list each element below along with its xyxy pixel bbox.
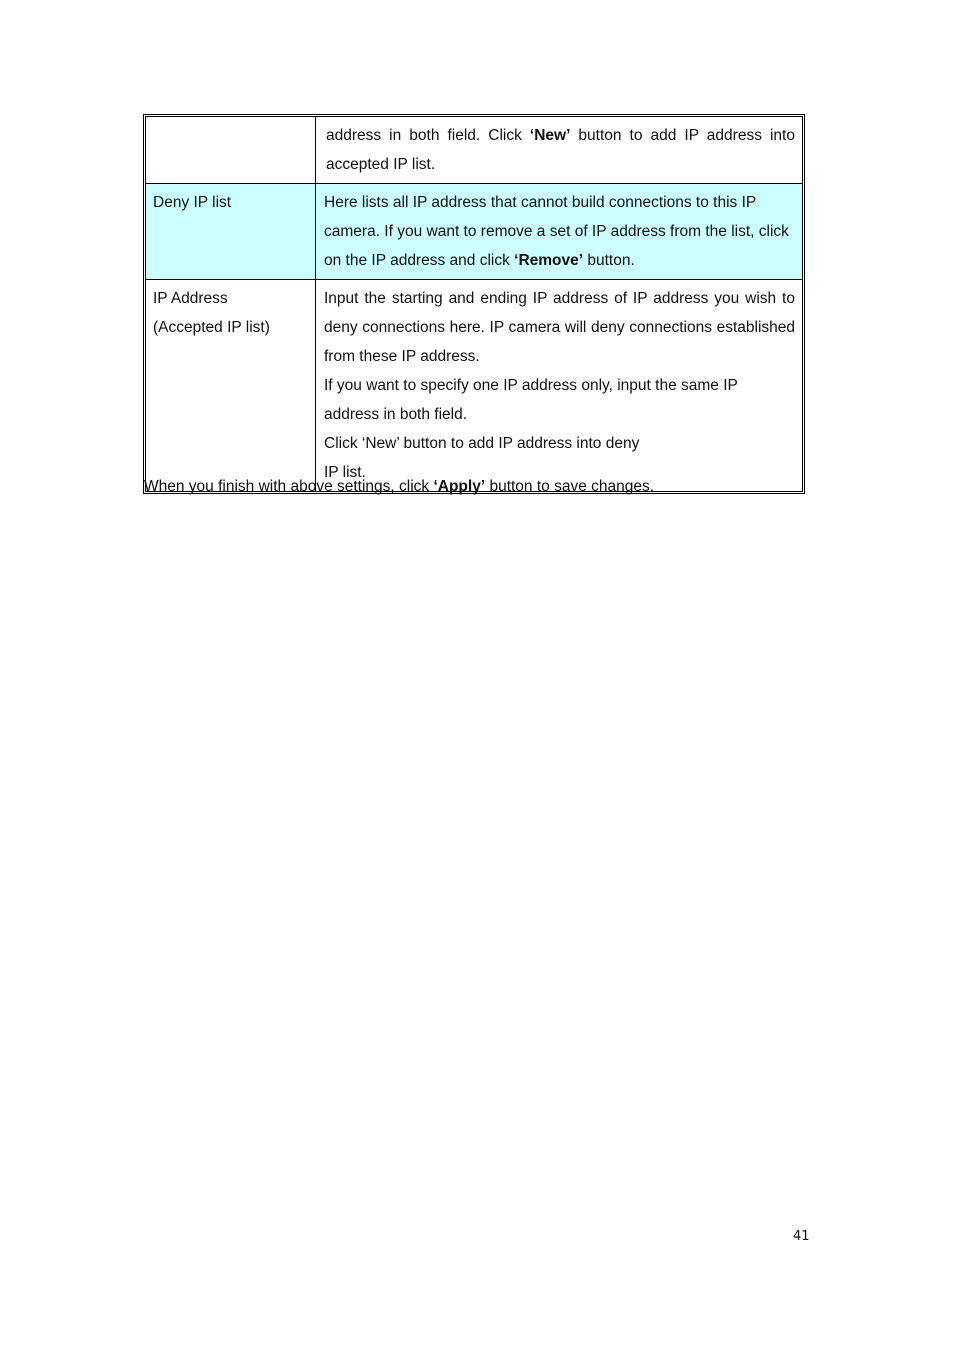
page-number: 41 bbox=[793, 1229, 810, 1244]
table-row bbox=[146, 117, 802, 183]
footer-note: When you finish with above settings, click ‘Apply’ button to save changes. bbox=[144, 478, 655, 495]
row-description bbox=[316, 184, 802, 279]
settings-table bbox=[143, 114, 805, 494]
table-row-deny-ip-list bbox=[146, 183, 802, 279]
row-label-line2: (Accepted IP list) bbox=[153, 319, 270, 336]
description-paragraph-2: If you want to specify one IP address only, input the same IP address in both field. bbox=[324, 377, 738, 423]
description-paragraph-3b: IP list. bbox=[324, 464, 366, 481]
row-label bbox=[146, 280, 316, 491]
description-paragraph-3a: Click ‘New’ button to add IP address into deny bbox=[324, 435, 640, 452]
row-description bbox=[316, 117, 802, 183]
row-label bbox=[146, 184, 316, 279]
table-row-ip-address bbox=[146, 279, 802, 491]
row-description-text: address in both field. Click ‘New’ button to add IP address into accepted IP list. bbox=[326, 127, 795, 173]
row-label-text: Deny IP list bbox=[153, 194, 232, 211]
description-paragraph-1: Input the starting and ending IP address of IP address you wish to deny connections here. IP camera will deny connections established from these IP address. bbox=[324, 290, 795, 365]
row-label bbox=[146, 117, 316, 183]
row-description bbox=[316, 280, 802, 491]
row-label-line1: IP Address bbox=[153, 290, 228, 307]
row-description-text: Here lists all IP address that cannot build connections to this IP camera. If you want to remove a set of IP address from the list, click on the IP address and click ‘Remove’ button. bbox=[324, 194, 789, 269]
